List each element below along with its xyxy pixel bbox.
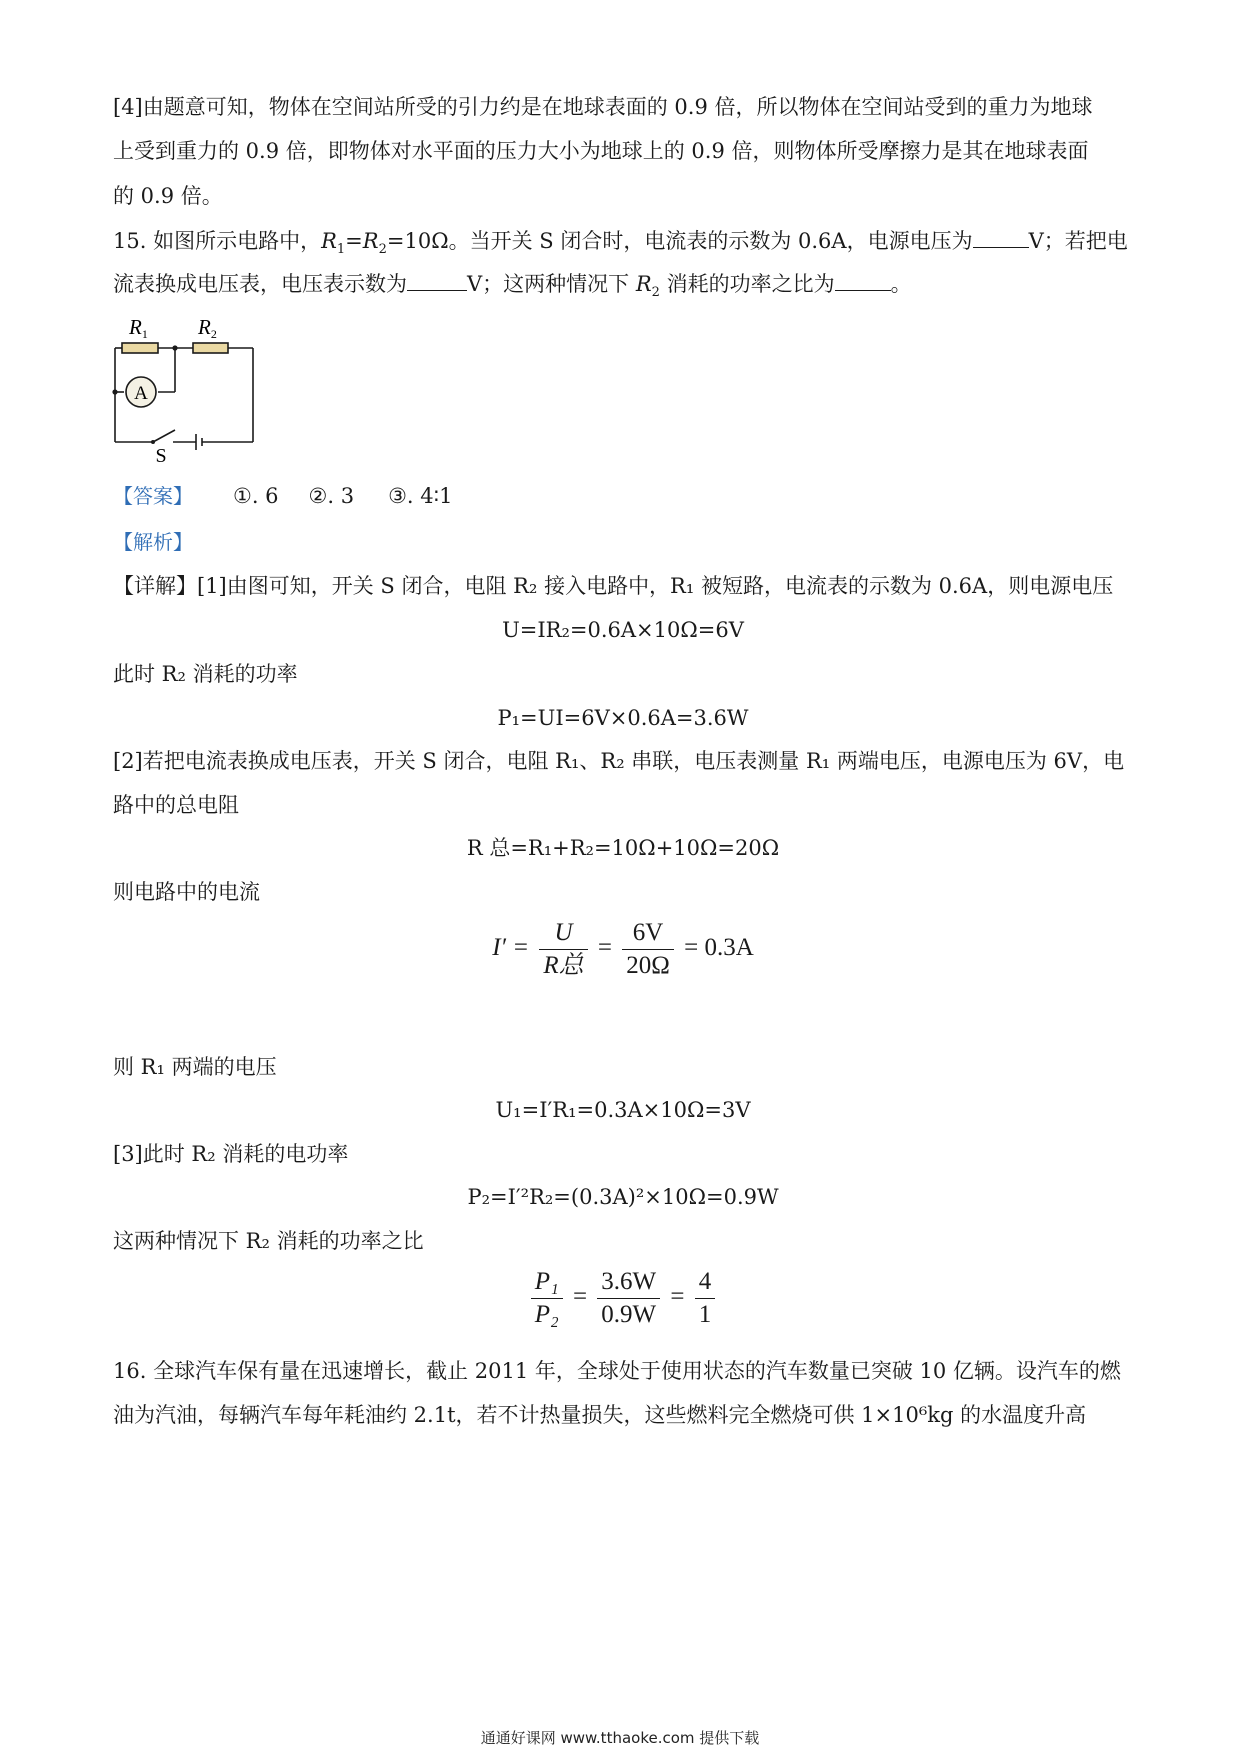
detail-line-1: 【详解】[1]由图可知，开关 S 闭合，电阻 R₂ 接入电路中，R₁ 被短路，电流表的示数为 0.6A，则电源电压 bbox=[113, 574, 1114, 598]
question-16-line-2: 油为汽油，每辆汽车每年耗油约 2.1t，若不计热量损失，这些燃料完全燃烧可供 1×10⁶kg 的水温度升高 bbox=[113, 1403, 1087, 1427]
analysis-tag-line bbox=[113, 527, 1133, 557]
detail-line-5: 则电路中的电流 bbox=[113, 880, 260, 904]
answer-tag: 【答案】 bbox=[113, 484, 193, 508]
detail-line-6: 则 R₁ 两端的电压 bbox=[113, 1055, 277, 1079]
question-16-line-1: 16. 全球汽车保有量在迅速增长，截止 2011 年，全球处于使用状态的汽车数量已突破 10 亿辆。设汽车的燃 bbox=[113, 1359, 1121, 1383]
equation-2: P₁=UI=6V×0.6A=3.6W bbox=[497, 706, 749, 730]
question-15-line-1: 15. 如图所示电路中，$R_1=R_2=10\Omega$。当开关 S 闭合时，电流表的示数为 0.6A，电源电压为 V；若把电 bbox=[113, 225, 1133, 265]
ammeter-label: A bbox=[134, 383, 148, 404]
analysis-tag: 【解析】 bbox=[113, 530, 193, 554]
switch-label: S bbox=[155, 445, 167, 467]
equation-1: U=IR₂=0.6A×10Ω=6V bbox=[502, 618, 744, 642]
paragraph-line: 上受到重力的 0.9 倍，即物体对水平面的压力大小为地球上的 0.9 倍，则物体所受摩擦力是其在地球表面 bbox=[113, 139, 1089, 163]
answer-blank-1 bbox=[973, 225, 1029, 248]
detail-tag: 【详解】 bbox=[113, 574, 197, 598]
question-15-line-2: 流表换成电压表，电压表示数为 V；这两种情况下 $R_2$ 消耗的功率之比为 。 bbox=[113, 268, 1133, 308]
paragraph-line: [4]由题意可知，物体在空间站所受的引力约是在地球表面的 0.9 倍，所以物体在空间站受到的重力为地球 bbox=[113, 95, 1093, 119]
switch-pivot bbox=[151, 440, 155, 444]
resistor-r2 bbox=[193, 343, 228, 353]
detail-line-4: 路中的总电阻 bbox=[113, 793, 239, 817]
resistor-r1-label: R1 bbox=[129, 315, 148, 341]
page-footer: 通通好课网 www.tthaoke.com 提供下载 bbox=[480, 1729, 760, 1747]
junction-dot bbox=[172, 345, 177, 350]
circuit-diagram bbox=[105, 310, 285, 470]
detail-line-8: 这两种情况下 R₂ 消耗的功率之比 bbox=[113, 1229, 424, 1253]
paragraph-line: 的 0.9 倍。 bbox=[113, 184, 223, 208]
equation-7: $\frac{\text{P₁}}{\text{P₂}}$ = $\frac{3.6W}{0.9W}$ = $\frac{4}{1}$ bbox=[113, 1266, 1133, 1331]
answer-blank-2 bbox=[407, 268, 467, 291]
junction-dot bbox=[112, 389, 117, 394]
detail-line-2: 此时 R₂ 消耗的功率 bbox=[113, 662, 298, 686]
equation-5: U₁=I′R₁=0.3A×10Ω=3V bbox=[495, 1098, 751, 1122]
resistor-r1 bbox=[122, 343, 158, 353]
equation-3: R 总=R₁+R₂=10Ω+10Ω=20Ω bbox=[466, 836, 780, 860]
detail-line-3: [2]若把电流表换成电压表，开关 S 闭合，电阻 R₁、R₂ 串联，电压表测量 R₁ 两端电压，电源电压为 6V，电 bbox=[113, 749, 1125, 773]
resistor-r2-label: R2 bbox=[198, 315, 217, 341]
equation-4: I′ = $\frac{U}{\text{R总}}$ = $\frac{6V}{20\Omega}$ = 0.3A bbox=[492, 919, 754, 979]
answer-blank-3 bbox=[835, 268, 891, 291]
answer-line: 【答案】 ①. 6 ②. 3 ③. 4∶1 bbox=[113, 484, 453, 508]
equation-6: P₂=I′²R₂=(0.3A)²×10Ω=0.9W bbox=[467, 1185, 779, 1209]
detail-line-7: [3]此时 R₂ 消耗的电功率 bbox=[113, 1142, 349, 1166]
